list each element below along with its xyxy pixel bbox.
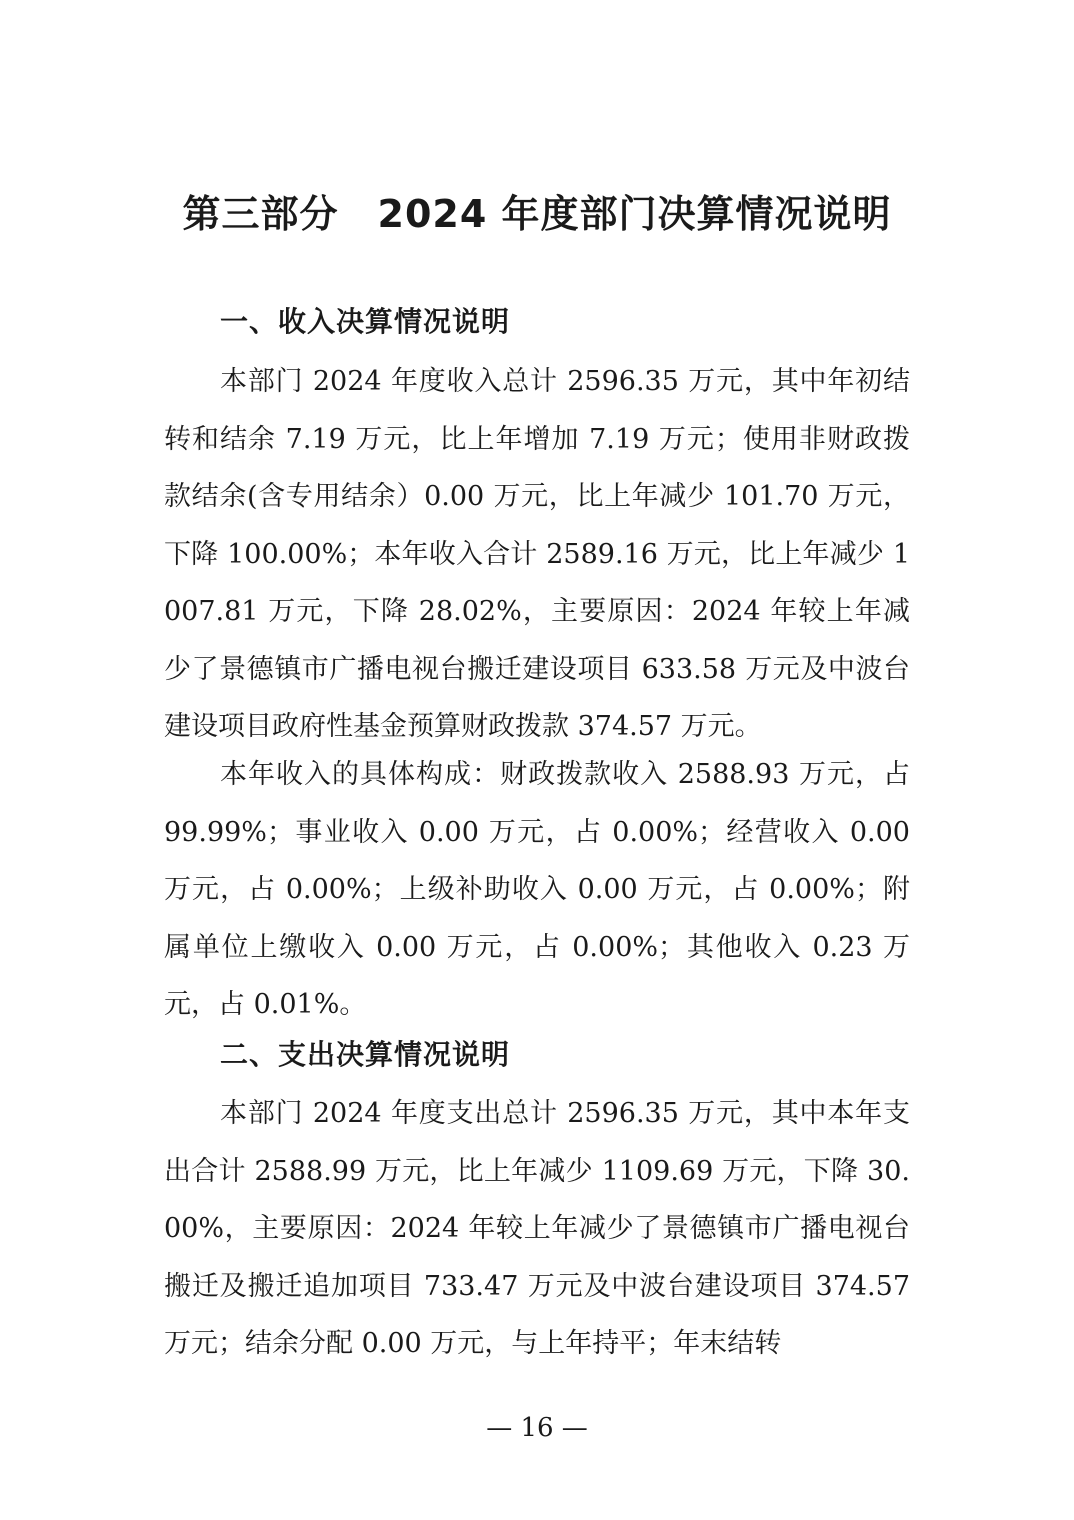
section-heading-expenditure: 二、支出决算情况说明 [220, 1038, 511, 1071]
paragraph-income-total: 本部门 2024 年度收入总计 2596.35 万元，其中年初结转和结余 7.19 万元，比上年增加 7.19 万元；使用非财政拨款结余(含专用结余）0.00 万元，比上年减少 101.70 万元，下降 100.00%；本年收入合计 2589.16 万元，比上年减少 1007.81 万元，下降 28.02%，主要原因：2024 年较上年减少了景德镇市广播电视台搬迁建设项目 633.58 万元及中波台建设项目政府性基金预算财政拨款 374.57 万元。 [164, 366, 910, 742]
paragraph-expenditure-total: 本部门 2024 年度支出总计 2596.35 万元，其中本年支出合计 2588.99 万元，比上年减少 1109.69 万元，下降 30.00%，主要原因：2024 年较上年减少了景德镇市广播电视台搬迁及搬迁追加项目 733.47 万元及中波台建设项目 374.57 万元；结余分配 0.00 万元，与上年持平；年末结转 [164, 1098, 910, 1359]
section-heading-income: 一、收入决算情况说明 [220, 305, 511, 338]
paragraph-income-composition: 本年收入的具体构成：财政拨款收入 2588.93 万元，占 99.99%；事业收入 0.00 万元，占 0.00%；经营收入 0.00 万元，占 0.00%；上级补助收入 0.00 万元，占 0.00%；附属单位上缴收入 0.00 万元，占 0.00%；其他收入 0.23 万元，占 0.01%。 [164, 759, 910, 1020]
page-title: 第三部分 2024 年度部门决算情况说明 [182, 192, 892, 236]
page-number: — 16 — [486, 1413, 588, 1443]
